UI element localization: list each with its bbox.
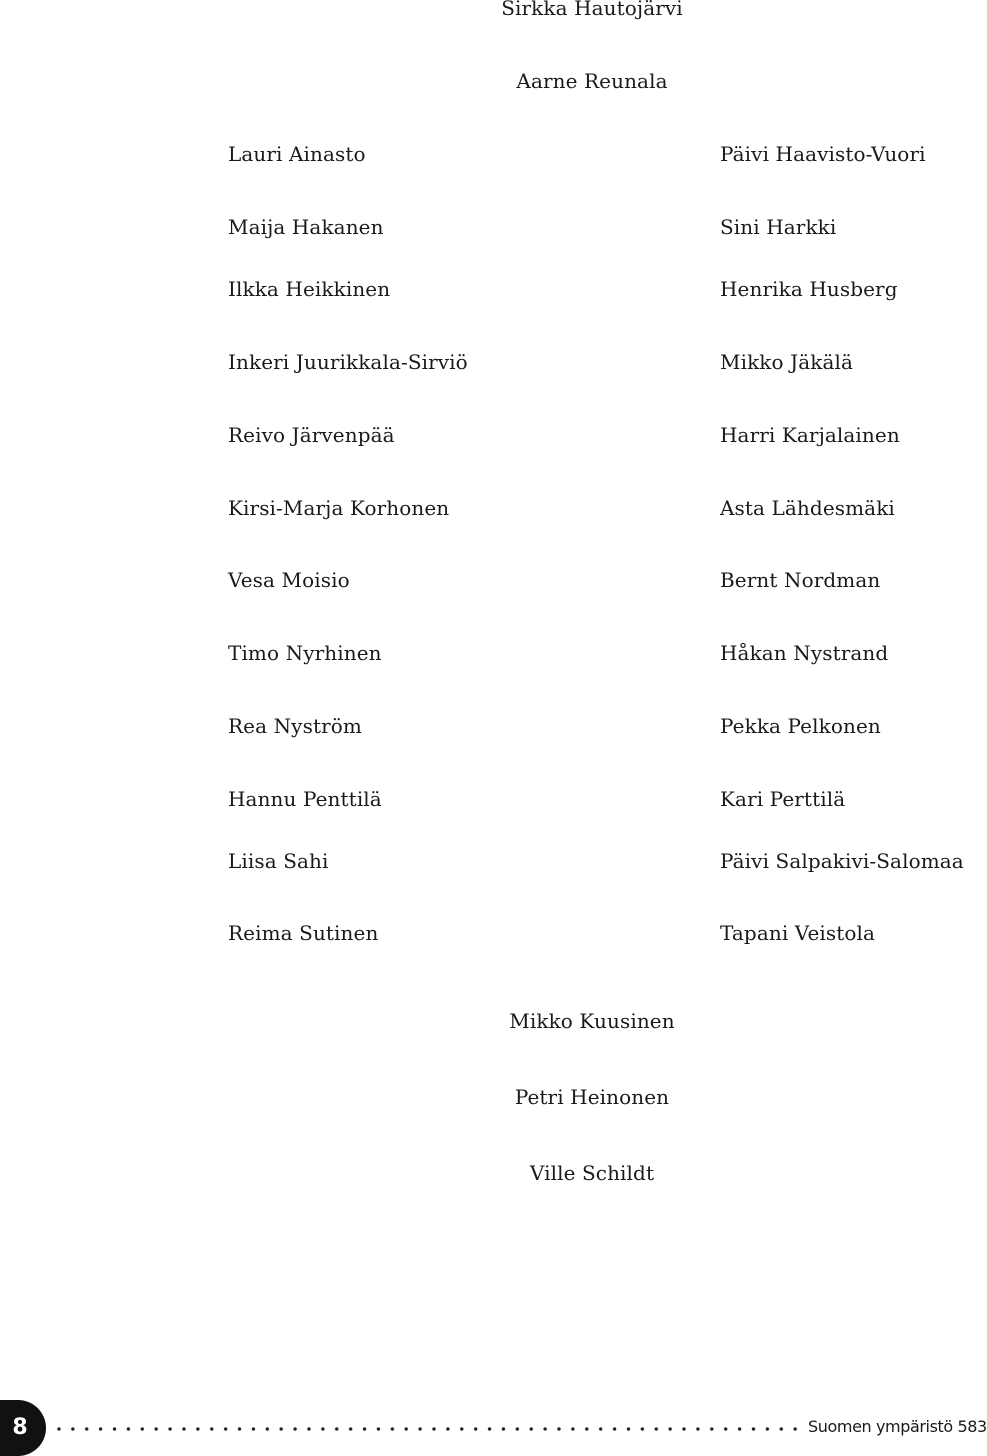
publication-title: Suomen ympäristö 583 bbox=[808, 1417, 987, 1436]
name-bottom-1: Mikko Kuusinen bbox=[509, 1009, 675, 1033]
name-right-12: Tapani Veistola bbox=[720, 921, 876, 945]
name-right-5: Harri Karjalainen bbox=[720, 423, 900, 447]
name-left-11: Liisa Sahi bbox=[228, 849, 329, 873]
name-right-6: Asta Lähdesmäki bbox=[720, 496, 895, 520]
name-left-7: Vesa Moisio bbox=[228, 568, 350, 592]
name-left-6: Kirsi-Marja Korhonen bbox=[228, 496, 450, 520]
name-top-2: Aarne Reunala bbox=[516, 69, 668, 93]
name-left-5: Reivo Järvenpää bbox=[228, 423, 395, 447]
name-top-1: Sirkka Hautojärvi bbox=[501, 0, 683, 20]
name-right-11: Päivi Salpakivi-Salomaa bbox=[720, 849, 964, 873]
name-left-10: Hannu Penttilä bbox=[228, 787, 382, 811]
name-right-4: Mikko Jäkälä bbox=[720, 350, 854, 374]
name-right-9: Pekka Pelkonen bbox=[720, 714, 881, 738]
page-number-badge bbox=[0, 1400, 46, 1456]
name-right-3: Henrika Husberg bbox=[720, 277, 898, 301]
name-bottom-3: Ville Schildt bbox=[529, 1161, 655, 1185]
page-number: 8 bbox=[12, 1415, 28, 1440]
name-right-2: Sini Harkki bbox=[720, 215, 837, 239]
name-right-1: Päivi Haavisto-Vuori bbox=[720, 142, 926, 166]
name-right-10: Kari Perttilä bbox=[720, 787, 846, 811]
page-footer bbox=[0, 1400, 987, 1456]
name-left-4: Inkeri Juurikkala-Sirviö bbox=[228, 350, 468, 374]
name-right-8: Håkan Nystrand bbox=[720, 641, 889, 665]
name-left-1: Lauri Ainasto bbox=[228, 142, 366, 166]
name-left-8: Timo Nyrhinen bbox=[228, 641, 382, 665]
name-bottom-2: Petri Heinonen bbox=[514, 1085, 670, 1109]
name-right-7: Bernt Nordman bbox=[720, 568, 881, 592]
name-left-2: Maija Hakanen bbox=[228, 215, 384, 239]
name-left-12: Reima Sutinen bbox=[228, 921, 379, 945]
dotted-leader bbox=[52, 1427, 802, 1431]
name-left-9: Rea Nyström bbox=[228, 714, 362, 738]
name-left-3: Ilkka Heikkinen bbox=[228, 277, 391, 301]
